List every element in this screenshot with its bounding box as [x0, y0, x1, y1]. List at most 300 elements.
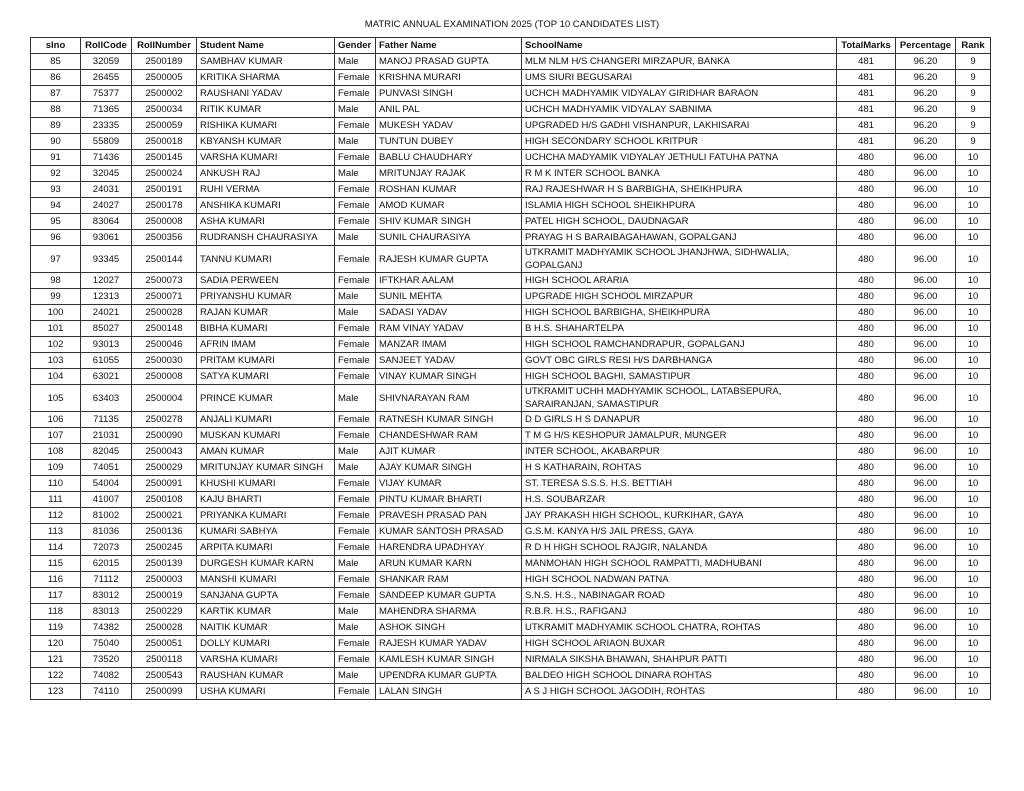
table-row	[31, 652, 991, 668]
school-name-cell: D D GIRLS H S DANAPUR	[522, 412, 837, 428]
percentage-cell: 96.00	[896, 428, 956, 444]
rank-cell: 10	[956, 636, 991, 652]
roll-code-cell: 83013	[81, 604, 132, 620]
student-name-cell: VARSHA KUMARI	[197, 150, 335, 166]
gender-cell: Female	[335, 684, 376, 700]
school-name-cell: B H.S. SHAHARTELPA	[522, 321, 837, 337]
percentage-cell: 96.00	[896, 166, 956, 182]
slno-cell: 86	[31, 70, 81, 86]
student-name-cell: BIBHA KUMARI	[197, 321, 335, 337]
table-row	[31, 636, 991, 652]
student-name-cell: ANJALI KUMARI	[197, 412, 335, 428]
total-marks-cell: 480	[837, 321, 896, 337]
student-name-cell: TANNU KUMARI	[197, 246, 335, 273]
percentage-cell: 96.00	[896, 182, 956, 198]
roll-code-cell: 83064	[81, 214, 132, 230]
gender-cell: Female	[335, 476, 376, 492]
percentage-cell: 96.00	[896, 476, 956, 492]
father-name-cell: AMOD KUMAR	[376, 198, 522, 214]
father-name-cell: ASHOK SINGH	[376, 620, 522, 636]
table-row	[31, 444, 991, 460]
rank-cell: 10	[956, 182, 991, 198]
school-name-cell: HIGH SCHOOL ARARIA	[522, 273, 837, 289]
slno-cell: 118	[31, 604, 81, 620]
student-name-cell: PRINCE KUMAR	[197, 385, 335, 412]
percentage-cell: 96.00	[896, 321, 956, 337]
father-name-cell: SUNIL CHAURASIYA	[376, 230, 522, 246]
total-marks-cell: 480	[837, 166, 896, 182]
student-name-cell: KARTIK KUMAR	[197, 604, 335, 620]
school-name-cell: BALDEO HIGH SCHOOL DINARA ROHTAS	[522, 668, 837, 684]
gender-cell: Female	[335, 70, 376, 86]
table-row	[31, 70, 991, 86]
table-row	[31, 476, 991, 492]
roll-code-cell: 72073	[81, 540, 132, 556]
student-name-cell: SADIA PERWEEN	[197, 273, 335, 289]
roll-number-cell: 2500108	[132, 492, 197, 508]
roll-code-cell: 74382	[81, 620, 132, 636]
percentage-cell: 96.00	[896, 556, 956, 572]
percentage-cell: 96.00	[896, 636, 956, 652]
rank-cell: 10	[956, 460, 991, 476]
student-name-cell: SAMBHAV KUMAR	[197, 54, 335, 70]
percentage-cell: 96.20	[896, 70, 956, 86]
school-name-cell: MLM NLM H/S CHANGERI MIRZAPUR, BANKA	[522, 54, 837, 70]
school-name-cell: UMS SIURI BEGUSARAI	[522, 70, 837, 86]
slno-cell: 102	[31, 337, 81, 353]
father-name-cell: SADASI YADAV	[376, 305, 522, 321]
column-header-roll-code: RollCode	[81, 38, 132, 54]
father-name-cell: AJIT KUMAR	[376, 444, 522, 460]
total-marks-cell: 480	[837, 652, 896, 668]
percentage-cell: 96.20	[896, 86, 956, 102]
father-name-cell: SANJEET YADAV	[376, 353, 522, 369]
school-name-cell: JAY PRAKASH HIGH SCHOOL, KURKIHAR, GAYA	[522, 508, 837, 524]
slno-cell: 85	[31, 54, 81, 70]
gender-cell: Female	[335, 273, 376, 289]
percentage-cell: 96.00	[896, 385, 956, 412]
slno-cell: 116	[31, 572, 81, 588]
father-name-cell: UPENDRA KUMAR GUPTA	[376, 668, 522, 684]
school-name-cell: H S KATHARAIN, ROHTAS	[522, 460, 837, 476]
roll-number-cell: 2500091	[132, 476, 197, 492]
table-header-row	[31, 38, 991, 54]
table-row	[31, 337, 991, 353]
table-row	[31, 166, 991, 182]
gender-cell: Female	[335, 198, 376, 214]
school-name-cell: UTKRAMIT MADHYAMIK SCHOOL CHATRA, ROHTAS	[522, 620, 837, 636]
school-name-cell: MANMOHAN HIGH SCHOOL RAMPATTI, MADHUBANI	[522, 556, 837, 572]
gender-cell: Female	[335, 118, 376, 134]
table-row	[31, 246, 991, 273]
father-name-cell: MANZAR IMAM	[376, 337, 522, 353]
rank-cell: 9	[956, 70, 991, 86]
student-name-cell: PRIYANSHU KUMAR	[197, 289, 335, 305]
roll-number-cell: 2500008	[132, 369, 197, 385]
total-marks-cell: 480	[837, 540, 896, 556]
gender-cell: Female	[335, 540, 376, 556]
gender-cell: Female	[335, 214, 376, 230]
roll-code-cell: 81036	[81, 524, 132, 540]
roll-code-cell: 24031	[81, 182, 132, 198]
slno-cell: 111	[31, 492, 81, 508]
percentage-cell: 96.00	[896, 273, 956, 289]
table-row	[31, 102, 991, 118]
slno-cell: 115	[31, 556, 81, 572]
father-name-cell: ARUN KUMAR KARN	[376, 556, 522, 572]
roll-code-cell: 32059	[81, 54, 132, 70]
father-name-cell: CHANDESHWAR RAM	[376, 428, 522, 444]
total-marks-cell: 480	[837, 684, 896, 700]
roll-number-cell: 2500003	[132, 572, 197, 588]
father-name-cell: MAHENDRA SHARMA	[376, 604, 522, 620]
slno-cell: 107	[31, 428, 81, 444]
roll-number-cell: 2500073	[132, 273, 197, 289]
student-name-cell: AFRIN IMAM	[197, 337, 335, 353]
roll-code-cell: 71365	[81, 102, 132, 118]
school-name-cell: INTER SCHOOL, AKABARPUR	[522, 444, 837, 460]
column-header-slno: slno	[31, 38, 81, 54]
school-name-cell: RAJ RAJESHWAR H S BARBIGHA, SHEIKHPURA	[522, 182, 837, 198]
school-name-cell: R D H HIGH SCHOOL RAJGIR, NALANDA	[522, 540, 837, 556]
school-name-cell: HIGH SCHOOL RAMCHANDRAPUR, GOPALGANJ	[522, 337, 837, 353]
percentage-cell: 96.00	[896, 337, 956, 353]
gender-cell: Male	[335, 166, 376, 182]
student-name-cell: KUMARI SABHYA	[197, 524, 335, 540]
father-name-cell: ANIL PAL	[376, 102, 522, 118]
rank-cell: 10	[956, 428, 991, 444]
gender-cell: Female	[335, 246, 376, 273]
roll-number-cell: 2500245	[132, 540, 197, 556]
student-name-cell: PRIYANKA KUMARI	[197, 508, 335, 524]
rank-cell: 9	[956, 86, 991, 102]
rank-cell: 10	[956, 150, 991, 166]
rank-cell: 10	[956, 556, 991, 572]
gender-cell: Male	[335, 134, 376, 150]
school-name-cell: ST. TERESA S.S.S. H.S. BETTIAH	[522, 476, 837, 492]
slno-cell: 98	[31, 273, 81, 289]
roll-number-cell: 2500002	[132, 86, 197, 102]
roll-number-cell: 2500189	[132, 54, 197, 70]
total-marks-cell: 480	[837, 412, 896, 428]
rank-cell: 10	[956, 230, 991, 246]
roll-code-cell: 63021	[81, 369, 132, 385]
student-name-cell: ANKUSH RAJ	[197, 166, 335, 182]
page-title: MATRIC ANNUAL EXAMINATION 2025 (TOP 10 CANDIDATES LIST)	[364, 19, 660, 30]
table-row	[31, 588, 991, 604]
father-name-cell: PINTU KUMAR BHARTI	[376, 492, 522, 508]
percentage-cell: 96.00	[896, 214, 956, 230]
rank-cell: 10	[956, 214, 991, 230]
total-marks-cell: 480	[837, 476, 896, 492]
gender-cell: Male	[335, 305, 376, 321]
slno-cell: 105	[31, 385, 81, 412]
slno-cell: 87	[31, 86, 81, 102]
student-name-cell: KAJU BHARTI	[197, 492, 335, 508]
school-name-cell: ISLAMIA HIGH SCHOOL SHEIKHPURA	[522, 198, 837, 214]
school-name-cell: NIRMALA SIKSHA BHAWAN, SHAHPUR PATTI	[522, 652, 837, 668]
school-name-cell: R M K INTER SCHOOL BANKA	[522, 166, 837, 182]
rank-cell: 10	[956, 540, 991, 556]
gender-cell: Female	[335, 321, 376, 337]
roll-number-cell: 2500018	[132, 134, 197, 150]
roll-number-cell: 2500090	[132, 428, 197, 444]
percentage-cell: 96.00	[896, 246, 956, 273]
roll-number-cell: 2500278	[132, 412, 197, 428]
table-row	[31, 353, 991, 369]
school-name-cell: T M G H/S KESHOPUR JAMALPUR, MUNGER	[522, 428, 837, 444]
total-marks-cell: 481	[837, 70, 896, 86]
table-row	[31, 556, 991, 572]
total-marks-cell: 480	[837, 305, 896, 321]
gender-cell: Male	[335, 604, 376, 620]
table-row	[31, 684, 991, 700]
percentage-cell: 96.20	[896, 102, 956, 118]
gender-cell: Male	[335, 54, 376, 70]
roll-code-cell: 71135	[81, 412, 132, 428]
slno-cell: 97	[31, 246, 81, 273]
student-name-cell: RUHI VERMA	[197, 182, 335, 198]
roll-code-cell: 63403	[81, 385, 132, 412]
father-name-cell: VINAY KUMAR SINGH	[376, 369, 522, 385]
slno-cell: 112	[31, 508, 81, 524]
rank-cell: 10	[956, 492, 991, 508]
percentage-cell: 96.00	[896, 460, 956, 476]
percentage-cell: 96.20	[896, 134, 956, 150]
percentage-cell: 96.00	[896, 588, 956, 604]
roll-number-cell: 2500099	[132, 684, 197, 700]
total-marks-cell: 480	[837, 492, 896, 508]
column-header-school-name: SchoolName	[522, 38, 837, 54]
roll-number-cell: 2500543	[132, 668, 197, 684]
school-name-cell: S.N.S. H.S., NABINAGAR ROAD	[522, 588, 837, 604]
roll-number-cell: 2500144	[132, 246, 197, 273]
slno-cell: 119	[31, 620, 81, 636]
total-marks-cell: 480	[837, 620, 896, 636]
father-name-cell: RAJESH KUMAR YADAV	[376, 636, 522, 652]
father-name-cell: ROSHAN KUMAR	[376, 182, 522, 198]
student-name-cell: ARPITA KUMARI	[197, 540, 335, 556]
slno-cell: 110	[31, 476, 81, 492]
rank-cell: 10	[956, 337, 991, 353]
rank-cell: 10	[956, 289, 991, 305]
roll-code-cell: 71436	[81, 150, 132, 166]
roll-code-cell: 75040	[81, 636, 132, 652]
roll-number-cell: 2500191	[132, 182, 197, 198]
father-name-cell: KRISHNA MURARI	[376, 70, 522, 86]
student-name-cell: NAITIK KUMAR	[197, 620, 335, 636]
gender-cell: Male	[335, 230, 376, 246]
rank-cell: 10	[956, 273, 991, 289]
gender-cell: Female	[335, 588, 376, 604]
student-name-cell: SATYA KUMARI	[197, 369, 335, 385]
roll-number-cell: 2500051	[132, 636, 197, 652]
roll-number-cell: 2500004	[132, 385, 197, 412]
total-marks-cell: 481	[837, 54, 896, 70]
rank-cell: 10	[956, 668, 991, 684]
student-name-cell: KBYANSH KUMAR	[197, 134, 335, 150]
school-name-cell: UCHCH MADHYAMIK VIDYALAY SABNIMA	[522, 102, 837, 118]
table-row	[31, 620, 991, 636]
rank-cell: 10	[956, 652, 991, 668]
roll-code-cell: 93061	[81, 230, 132, 246]
rank-cell: 9	[956, 102, 991, 118]
roll-code-cell: 12027	[81, 273, 132, 289]
slno-cell: 109	[31, 460, 81, 476]
gender-cell: Male	[335, 289, 376, 305]
column-header-percentage: Percentage	[896, 38, 956, 54]
father-name-cell: LALAN SINGH	[376, 684, 522, 700]
slno-cell: 120	[31, 636, 81, 652]
rank-cell: 10	[956, 412, 991, 428]
father-name-cell: KAMLESH KUMAR SINGH	[376, 652, 522, 668]
total-marks-cell: 480	[837, 353, 896, 369]
gender-cell: Male	[335, 102, 376, 118]
gender-cell: Male	[335, 460, 376, 476]
total-marks-cell: 481	[837, 134, 896, 150]
rank-cell: 10	[956, 604, 991, 620]
gender-cell: Female	[335, 86, 376, 102]
school-name-cell: HIGH SECONDARY SCHOOL KRITPUR	[522, 134, 837, 150]
student-name-cell: VARSHA KUMARI	[197, 652, 335, 668]
table-row	[31, 273, 991, 289]
percentage-cell: 96.00	[896, 353, 956, 369]
roll-number-cell: 2500005	[132, 70, 197, 86]
rank-cell: 10	[956, 476, 991, 492]
column-header-rank: Rank	[956, 38, 991, 54]
roll-code-cell: 85027	[81, 321, 132, 337]
roll-number-cell: 2500024	[132, 166, 197, 182]
table-row	[31, 305, 991, 321]
roll-number-cell: 2500229	[132, 604, 197, 620]
slno-cell: 117	[31, 588, 81, 604]
slno-cell: 96	[31, 230, 81, 246]
student-name-cell: KRITIKA SHARMA	[197, 70, 335, 86]
student-name-cell: RAJAN KUMAR	[197, 305, 335, 321]
total-marks-cell: 480	[837, 460, 896, 476]
slno-cell: 101	[31, 321, 81, 337]
roll-number-cell: 2500046	[132, 337, 197, 353]
total-marks-cell: 480	[837, 524, 896, 540]
roll-number-cell: 2500139	[132, 556, 197, 572]
slno-cell: 95	[31, 214, 81, 230]
father-name-cell: AJAY KUMAR SINGH	[376, 460, 522, 476]
table-row	[31, 385, 991, 412]
father-name-cell: SHIVNARAYAN RAM	[376, 385, 522, 412]
table-row	[31, 604, 991, 620]
roll-code-cell: 71112	[81, 572, 132, 588]
father-name-cell: MUKESH YADAV	[376, 118, 522, 134]
slno-cell: 123	[31, 684, 81, 700]
school-name-cell: HIGH SCHOOL NADWAN PATNA	[522, 572, 837, 588]
father-name-cell: SANDEEP KUMAR GUPTA	[376, 588, 522, 604]
rank-cell: 10	[956, 524, 991, 540]
roll-code-cell: 21031	[81, 428, 132, 444]
roll-code-cell: 41007	[81, 492, 132, 508]
gender-cell: Male	[335, 556, 376, 572]
table-row	[31, 428, 991, 444]
table-row	[31, 198, 991, 214]
total-marks-cell: 480	[837, 572, 896, 588]
rank-cell: 10	[956, 508, 991, 524]
roll-code-cell: 81002	[81, 508, 132, 524]
roll-code-cell: 12313	[81, 289, 132, 305]
roll-number-cell: 2500043	[132, 444, 197, 460]
slno-cell: 100	[31, 305, 81, 321]
student-name-cell: PRITAM KUMARI	[197, 353, 335, 369]
table-body	[31, 54, 991, 700]
father-name-cell: BABLU CHAUDHARY	[376, 150, 522, 166]
student-name-cell: MANSHI KUMARI	[197, 572, 335, 588]
percentage-cell: 96.00	[896, 668, 956, 684]
gender-cell: Female	[335, 182, 376, 198]
rank-cell: 10	[956, 385, 991, 412]
slno-cell: 106	[31, 412, 81, 428]
percentage-cell: 96.00	[896, 492, 956, 508]
gender-cell: Female	[335, 412, 376, 428]
column-header-gender: Gender	[335, 38, 376, 54]
table-row	[31, 460, 991, 476]
percentage-cell: 96.00	[896, 444, 956, 460]
table-row	[31, 118, 991, 134]
slno-cell: 99	[31, 289, 81, 305]
father-name-cell: RAJESH KUMAR GUPTA	[376, 246, 522, 273]
student-name-cell: USHA KUMARI	[197, 684, 335, 700]
roll-number-cell: 2500021	[132, 508, 197, 524]
school-name-cell: PRAYAG H S BARAIBAGAHAWAN, GOPALGANJ	[522, 230, 837, 246]
total-marks-cell: 480	[837, 428, 896, 444]
student-name-cell: RAUSHANI YADAV	[197, 86, 335, 102]
total-marks-cell: 480	[837, 182, 896, 198]
school-name-cell: GOVT OBC GIRLS RESI H/S DARBHANGA	[522, 353, 837, 369]
father-name-cell: SHIV KUMAR SINGH	[376, 214, 522, 230]
student-name-cell: AMAN KUMAR	[197, 444, 335, 460]
school-name-cell: UTKRAMIT UCHH MADHYAMIK SCHOOL, LATABSEPURA, SARAIRANJAN, SAMASTIPUR	[522, 385, 837, 412]
rank-cell: 10	[956, 444, 991, 460]
student-name-cell: RISHIKA KUMARI	[197, 118, 335, 134]
roll-code-cell: 32045	[81, 166, 132, 182]
percentage-cell: 96.00	[896, 684, 956, 700]
roll-number-cell: 2500071	[132, 289, 197, 305]
roll-number-cell: 2500029	[132, 460, 197, 476]
roll-number-cell: 2500148	[132, 321, 197, 337]
table-row	[31, 182, 991, 198]
total-marks-cell: 480	[837, 150, 896, 166]
gender-cell: Female	[335, 508, 376, 524]
father-name-cell: SHANKAR RAM	[376, 572, 522, 588]
roll-code-cell: 82045	[81, 444, 132, 460]
father-name-cell: TUNTUN DUBEY	[376, 134, 522, 150]
roll-code-cell: 55809	[81, 134, 132, 150]
candidates-table	[30, 37, 991, 700]
roll-code-cell: 83012	[81, 588, 132, 604]
slno-cell: 103	[31, 353, 81, 369]
total-marks-cell: 480	[837, 214, 896, 230]
roll-number-cell: 2500136	[132, 524, 197, 540]
roll-code-cell: 93013	[81, 337, 132, 353]
table-row	[31, 492, 991, 508]
rank-cell: 10	[956, 353, 991, 369]
table-row	[31, 289, 991, 305]
gender-cell: Female	[335, 636, 376, 652]
roll-number-cell: 2500019	[132, 588, 197, 604]
gender-cell: Female	[335, 492, 376, 508]
rank-cell: 10	[956, 305, 991, 321]
rank-cell: 10	[956, 369, 991, 385]
father-name-cell: PUNVASI SINGH	[376, 86, 522, 102]
student-name-cell: RAUSHAN KUMAR	[197, 668, 335, 684]
table-row	[31, 230, 991, 246]
